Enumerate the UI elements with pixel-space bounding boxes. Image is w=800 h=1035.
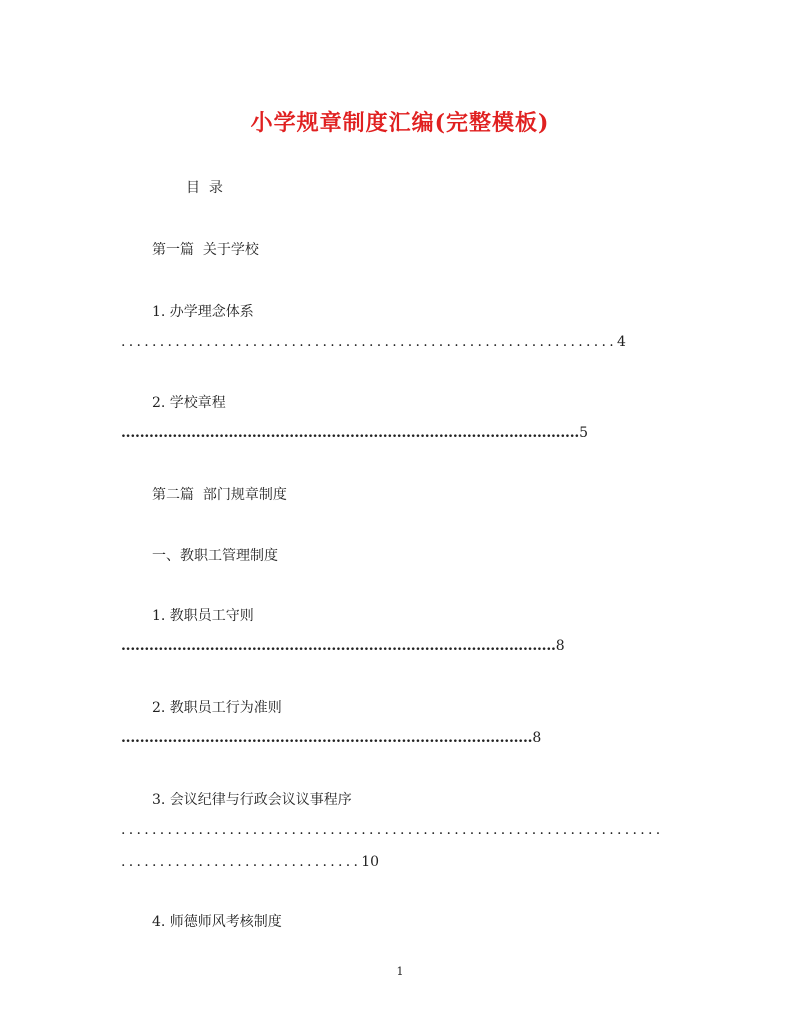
toc-leader-dots: .............................................................................................8 xyxy=(121,638,565,654)
toc-entry-label: 4. 师德师风考核制度 xyxy=(152,914,282,930)
toc-leader-dots: ..................................................................................................5 xyxy=(121,425,588,441)
toc-leader-dots: ...................................................................... xyxy=(121,822,664,838)
toc-section-1: 一、教职工管理制度 xyxy=(152,548,278,564)
toc-page-ref: 8 xyxy=(532,730,542,746)
toc-entry-label: 1. 教职员工守则 xyxy=(152,608,254,624)
toc-page-ref: 10 xyxy=(361,854,380,870)
toc-entry-label: 1. 办学理念体系 xyxy=(152,304,254,320)
toc-page-ref: 4 xyxy=(617,334,626,350)
toc-page-ref: 5 xyxy=(579,425,588,441)
toc-part-2: 第二篇 部门规章制度 xyxy=(152,487,287,503)
toc-heading: 目 录 xyxy=(186,180,223,196)
toc-page-ref: 8 xyxy=(555,638,565,654)
toc-leader-dots: ........................................................................................8 xyxy=(121,730,542,746)
toc-entry-label: 2. 学校章程 xyxy=(152,395,226,411)
toc-entry-label: 3. 会议纪律与行政会议议事程序 xyxy=(152,792,352,808)
page-number: 1 xyxy=(396,965,404,978)
toc-leader-dots: ...............................10 xyxy=(121,854,380,870)
toc-entry-label: 2. 教职员工行为准则 xyxy=(152,700,282,716)
document-title: 小学规章制度汇编(完整模板) xyxy=(250,110,550,136)
toc-part-1: 第一篇 关于学校 xyxy=(152,242,259,258)
toc-leader-dots: ................................................................4 xyxy=(121,334,626,350)
